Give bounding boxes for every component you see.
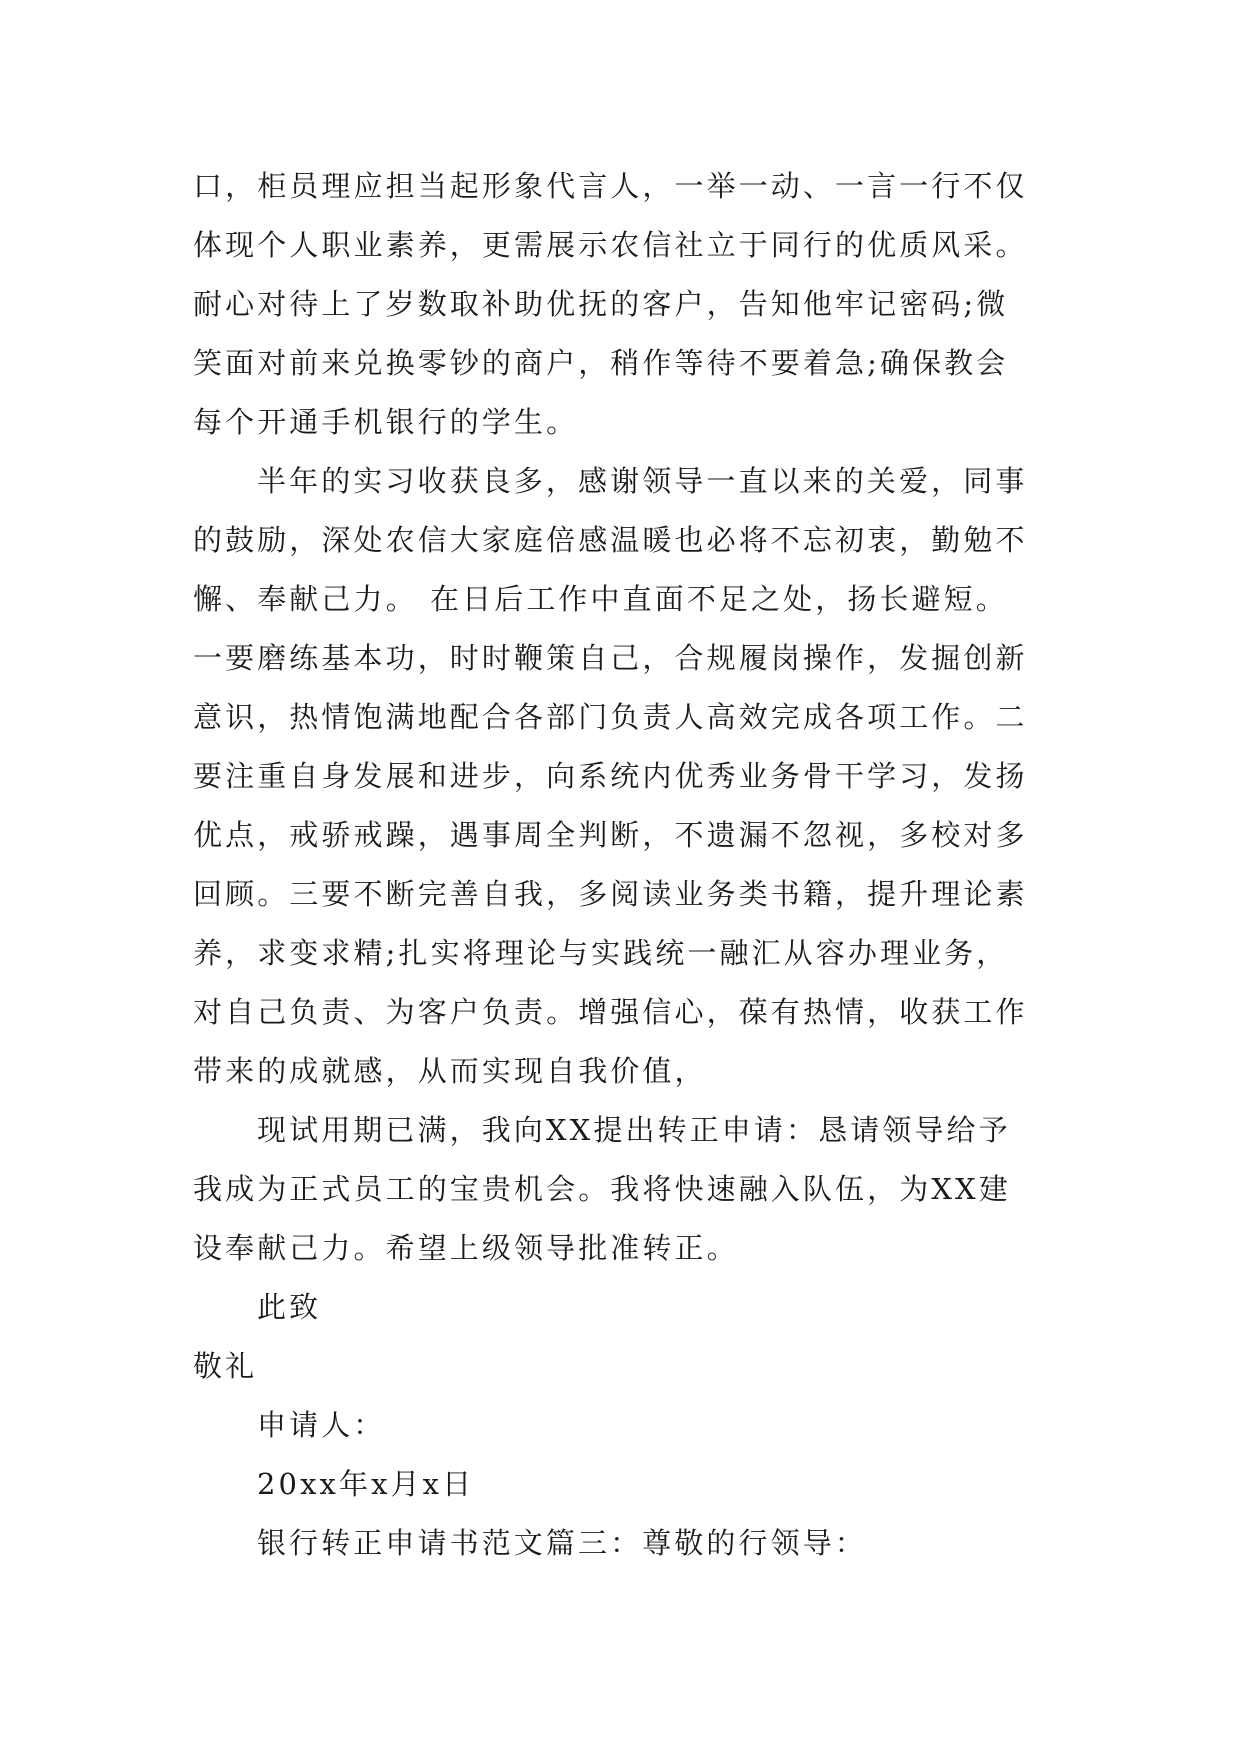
text-line: 半年的实习收获良多，感谢领导一直以来的关爱，同事 <box>257 464 1028 498</box>
text-line: 现试用期已满，我向XX提出转正申请：恳请领导给予 <box>257 1113 1011 1147</box>
text-line: 优点，戒骄戒躁，遇事周全判断，不遗漏不忽视，多校对多 <box>193 818 1028 852</box>
text-line: 设奉献己力。希望上级领导批准转正。 <box>193 1231 739 1265</box>
text-line: 对自己负责、为客户负责。增强信心，葆有热情，收获工作 <box>193 995 1028 1029</box>
date-line: 20xx年x月x日 <box>257 1467 475 1501</box>
text-line: 养，求变求精;扎实将理论与实践统一融汇从容办理业务， <box>193 936 1009 970</box>
text-line: 口，柜员理应担当起形象代言人，一举一动、一言一行不仅 <box>193 169 1028 203</box>
text-line: 我成为正式员工的宝贵机会。我将快速融入队伍，为XX建 <box>193 1172 1011 1206</box>
applicant-label: 申请人： <box>257 1408 386 1442</box>
paragraph-2 <box>193 452 1063 1101</box>
text-line: 耐心对待上了岁数取补助优抚的客户，告知他牢记密码;微 <box>193 287 1009 321</box>
text-line: 每个开通手机银行的学生。 <box>193 405 579 439</box>
document-body <box>193 157 1063 1573</box>
text-line: 回顾。三要不断完善自我，多阅读业务类书籍，提升理论素 <box>193 877 1028 911</box>
text-line: 懈、奉献己力。 在日后工作中直面不足之处，扬长避短。 <box>193 582 1008 616</box>
next-section-heading: 银行转正申请书范文篇三：尊敬的行领导： <box>257 1526 867 1560</box>
paragraph-1 <box>193 157 1063 452</box>
text-line: 笑面对前来兑换零钞的商户，稍作等待不要着急;确保教会 <box>193 346 1009 380</box>
text-line: 的鼓励，深处农信大家庭倍感温暖也必将不忘初衷，勤勉不 <box>193 523 1028 557</box>
salute: 敬礼 <box>193 1349 258 1383</box>
text-line: 带来的成就感，从而实现自我价值， <box>193 1054 707 1088</box>
text-line: 要注重自身发展和进步，向系统内优秀业务骨干学习，发扬 <box>193 759 1028 793</box>
closing-phrase: 此致 <box>257 1290 322 1324</box>
text-line: 体现个人职业素养，更需展示农信社立于同行的优质风采。 <box>193 228 1028 262</box>
paragraph-3 <box>193 1101 1063 1278</box>
text-line: 一要磨练基本功，时时鞭策自己，合规履岗操作，发掘创新 <box>193 641 1028 675</box>
text-line: 意识，热情饱满地配合各部门负责人高效完成各项工作。二 <box>193 700 1028 734</box>
